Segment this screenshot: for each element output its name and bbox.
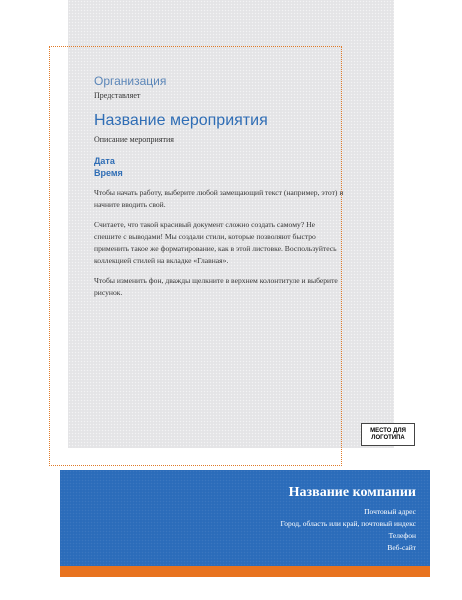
- presents-label[interactable]: Представляет: [94, 91, 141, 100]
- organization-name[interactable]: Организация: [94, 74, 167, 88]
- website[interactable]: Веб-сайт: [387, 543, 416, 552]
- phone[interactable]: Телефон: [388, 531, 416, 540]
- body-paragraph[interactable]: Чтобы изменить фон, дважды щелкните в верхнем колонтитуле и выберите рисунок.: [94, 276, 338, 297]
- event-time[interactable]: Время: [94, 168, 123, 178]
- event-date[interactable]: Дата: [94, 156, 115, 166]
- flyer-content: [94, 74, 344, 299]
- body-paragraph[interactable]: Чтобы начать работу, выберите любой замещающий текст (например, этот) и начните вводить свой.: [94, 188, 344, 209]
- postal-address[interactable]: Почтовый адрес: [364, 507, 416, 516]
- event-title[interactable]: Название мероприятия: [94, 112, 268, 129]
- logo-placeholder-line1: МЕСТО ДЛЯ: [370, 427, 406, 434]
- logo-placeholder[interactable]: [361, 423, 415, 446]
- company-info: [281, 484, 416, 554]
- company-name[interactable]: Название компании: [288, 485, 416, 500]
- footer-accent-stripe: [60, 566, 430, 577]
- event-description[interactable]: Описание мероприятия: [94, 135, 174, 144]
- city-line[interactable]: Город, область или край, почтовый индекс: [280, 519, 416, 528]
- logo-placeholder-line2: ЛОГОТИПА: [371, 434, 405, 441]
- body-paragraph[interactable]: Считаете, что такой красивый документ сложно создать самому? Не спешите с выводами! Мы создали стили, которые позволяют быстро применить такое же форматирование, как в этой листовке. Воспользуйтесь коллекцией стилей на вкладке «Главная».: [94, 220, 337, 265]
